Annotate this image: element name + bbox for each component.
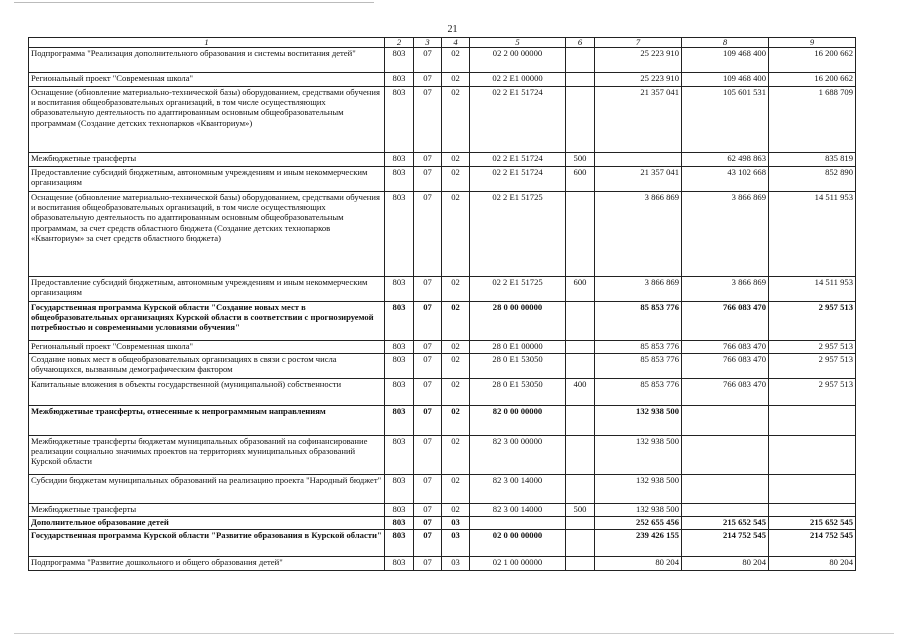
amount-year1-cell: 85 853 776 bbox=[595, 354, 682, 379]
section-code-cell: 07 bbox=[414, 87, 442, 153]
item-name-cell: Создание новых мест в общеобразовательных организациях в связи с ростом числа обучающихся, вызванным демографическим фактором bbox=[29, 354, 385, 379]
amount-year3-cell bbox=[769, 504, 856, 517]
amount-year3-cell bbox=[769, 406, 856, 436]
scan-top-edge-line bbox=[14, 2, 374, 3]
table-row bbox=[29, 379, 856, 406]
section-code-cell: 07 bbox=[414, 167, 442, 192]
item-name-cell: Межбюджетные трансферты bbox=[29, 504, 385, 517]
amount-year1-cell: 85 853 776 bbox=[595, 302, 682, 341]
expense-type-cell bbox=[566, 73, 595, 87]
expense-type-cell: 600 bbox=[566, 167, 595, 192]
section-code-cell: 07 bbox=[414, 379, 442, 406]
table-row bbox=[29, 436, 856, 475]
column-number-header-row bbox=[29, 38, 856, 48]
item-name-cell: Межбюджетные трансферты bbox=[29, 153, 385, 167]
amount-year2-cell: 766 083 470 bbox=[682, 302, 769, 341]
amount-year3-cell: 16 200 662 bbox=[769, 73, 856, 87]
section-code-cell: 07 bbox=[414, 475, 442, 504]
table-row bbox=[29, 48, 856, 73]
item-name-cell: Капитальные вложения в объекты государственной (муниципальной) собственности bbox=[29, 379, 385, 406]
expense-type-cell bbox=[566, 48, 595, 73]
subsection-code-cell: 02 bbox=[442, 87, 470, 153]
subsection-code-cell: 03 bbox=[442, 530, 470, 557]
amount-year3-cell: 80 204 bbox=[769, 557, 856, 571]
expense-type-cell bbox=[566, 192, 595, 277]
item-name-cell: Субсидии бюджетам муниципальных образований на реализацию проекта "Народный бюджет" bbox=[29, 475, 385, 504]
item-name-cell: Подпрограмма "Развитие дошкольного и общего образования детей" bbox=[29, 557, 385, 571]
amount-year1-cell: 252 655 456 bbox=[595, 517, 682, 530]
amount-year2-cell: 109 468 400 bbox=[682, 48, 769, 73]
ministry-code-cell: 803 bbox=[385, 87, 414, 153]
ministry-code-cell: 803 bbox=[385, 504, 414, 517]
section-code-cell: 07 bbox=[414, 302, 442, 341]
column-header-5: 5 bbox=[470, 38, 566, 48]
ministry-code-cell: 803 bbox=[385, 557, 414, 571]
item-name-cell: Предоставление субсидий бюджетным, автономным учреждениям и иным некоммерческим организациям bbox=[29, 277, 385, 302]
section-code-cell: 07 bbox=[414, 277, 442, 302]
subsection-code-cell: 02 bbox=[442, 167, 470, 192]
section-code-cell: 07 bbox=[414, 504, 442, 517]
amount-year2-cell: 105 601 531 bbox=[682, 87, 769, 153]
target-article-cell: 82 3 00 14000 bbox=[470, 475, 566, 504]
amount-year1-cell: 80 204 bbox=[595, 557, 682, 571]
section-code-cell: 07 bbox=[414, 153, 442, 167]
section-code-cell: 07 bbox=[414, 530, 442, 557]
subsection-code-cell: 02 bbox=[442, 436, 470, 475]
amount-year1-cell: 132 938 500 bbox=[595, 406, 682, 436]
amount-year2-cell: 62 498 863 bbox=[682, 153, 769, 167]
subsection-code-cell: 02 bbox=[442, 302, 470, 341]
ministry-code-cell: 803 bbox=[385, 341, 414, 354]
amount-year1-cell: 132 938 500 bbox=[595, 436, 682, 475]
ministry-code-cell: 803 bbox=[385, 153, 414, 167]
item-name-cell: Дополнительное образование детей bbox=[29, 517, 385, 530]
subsection-code-cell: 02 bbox=[442, 475, 470, 504]
table-row bbox=[29, 153, 856, 167]
ministry-code-cell: 803 bbox=[385, 302, 414, 341]
target-article-cell: 28 0 E1 53050 bbox=[470, 379, 566, 406]
item-name-cell: Подпрограмма "Реализация дополнительного образования и системы воспитания детей" bbox=[29, 48, 385, 73]
amount-year3-cell: 14 511 953 bbox=[769, 192, 856, 277]
expense-type-cell bbox=[566, 475, 595, 504]
ministry-code-cell: 803 bbox=[385, 277, 414, 302]
amount-year3-cell: 2 957 513 bbox=[769, 354, 856, 379]
table-row bbox=[29, 341, 856, 354]
amount-year3-cell: 2 957 513 bbox=[769, 379, 856, 406]
target-article-cell: 02 0 00 00000 bbox=[470, 530, 566, 557]
section-code-cell: 07 bbox=[414, 406, 442, 436]
amount-year1-cell: 239 426 155 bbox=[595, 530, 682, 557]
amount-year1-cell: 21 357 041 bbox=[595, 167, 682, 192]
amount-year1-cell: 132 938 500 bbox=[595, 475, 682, 504]
section-code-cell: 07 bbox=[414, 517, 442, 530]
expense-type-cell bbox=[566, 302, 595, 341]
amount-year3-cell: 14 511 953 bbox=[769, 277, 856, 302]
ministry-code-cell: 803 bbox=[385, 48, 414, 73]
target-article-cell: 82 3 00 14000 bbox=[470, 504, 566, 517]
target-article-cell: 02 2 E1 51724 bbox=[470, 167, 566, 192]
section-code-cell: 07 bbox=[414, 436, 442, 475]
subsection-code-cell: 02 bbox=[442, 277, 470, 302]
table-row bbox=[29, 557, 856, 571]
amount-year3-cell: 214 752 545 bbox=[769, 530, 856, 557]
section-code-cell: 07 bbox=[414, 48, 442, 73]
item-name-cell: Оснащение (обновление материально-технической базы) оборудованием, средствами обучения и воспитания общеобразовательных организаций, в том числе осуществляющих образовательную деятельность по адаптированным основным общеобразовательным программам (Создание детских технопарков «Кванториум») bbox=[29, 87, 385, 153]
expense-type-cell bbox=[566, 517, 595, 530]
expense-type-cell bbox=[566, 530, 595, 557]
ministry-code-cell: 803 bbox=[385, 517, 414, 530]
amount-year2-cell bbox=[682, 504, 769, 517]
amount-year2-cell: 766 083 470 bbox=[682, 354, 769, 379]
target-article-cell: 28 0 00 00000 bbox=[470, 302, 566, 341]
budget-table bbox=[28, 37, 856, 571]
expense-type-cell bbox=[566, 436, 595, 475]
page-number: 21 bbox=[447, 24, 458, 35]
amount-year1-cell: 3 866 869 bbox=[595, 277, 682, 302]
subsection-code-cell: 02 bbox=[442, 354, 470, 379]
table-row bbox=[29, 302, 856, 341]
amount-year2-cell: 766 083 470 bbox=[682, 341, 769, 354]
ministry-code-cell: 803 bbox=[385, 530, 414, 557]
subsection-code-cell: 02 bbox=[442, 48, 470, 73]
item-name-cell: Региональный проект "Современная школа" bbox=[29, 73, 385, 87]
subsection-code-cell: 02 bbox=[442, 379, 470, 406]
amount-year3-cell: 852 890 bbox=[769, 167, 856, 192]
amount-year2-cell bbox=[682, 436, 769, 475]
amount-year1-cell: 85 853 776 bbox=[595, 341, 682, 354]
target-article-cell: 82 3 00 00000 bbox=[470, 436, 566, 475]
item-name-cell: Региональный проект "Современная школа" bbox=[29, 341, 385, 354]
section-code-cell: 07 bbox=[414, 557, 442, 571]
target-article-cell: 82 0 00 00000 bbox=[470, 406, 566, 436]
item-name-cell: Межбюджетные трансферты, отнесенные к непрограммным направлениям bbox=[29, 406, 385, 436]
ministry-code-cell: 803 bbox=[385, 436, 414, 475]
column-header-3: 3 bbox=[414, 38, 442, 48]
amount-year3-cell bbox=[769, 436, 856, 475]
section-code-cell: 07 bbox=[414, 192, 442, 277]
ministry-code-cell: 803 bbox=[385, 379, 414, 406]
amount-year2-cell: 3 866 869 bbox=[682, 192, 769, 277]
amount-year2-cell: 80 204 bbox=[682, 557, 769, 571]
table-row bbox=[29, 517, 856, 530]
ministry-code-cell: 803 bbox=[385, 167, 414, 192]
scan-bottom-edge-line bbox=[14, 633, 894, 634]
column-header-2: 2 bbox=[385, 38, 414, 48]
expense-type-cell bbox=[566, 87, 595, 153]
table-row bbox=[29, 192, 856, 277]
table-row bbox=[29, 354, 856, 379]
amount-year2-cell bbox=[682, 475, 769, 504]
item-name-cell: Межбюджетные трансферты бюджетам муниципальных образований на софинансирование реализации социально значимых проектов на территориях муниципальных образований Курской области bbox=[29, 436, 385, 475]
amount-year2-cell: 109 468 400 bbox=[682, 73, 769, 87]
table-row bbox=[29, 87, 856, 153]
target-article-cell: 02 2 E1 00000 bbox=[470, 73, 566, 87]
amount-year3-cell: 2 957 513 bbox=[769, 341, 856, 354]
column-header-6: 6 bbox=[566, 38, 595, 48]
amount-year1-cell: 85 853 776 bbox=[595, 379, 682, 406]
section-code-cell: 07 bbox=[414, 73, 442, 87]
target-article-cell: 28 0 E1 00000 bbox=[470, 341, 566, 354]
amount-year3-cell bbox=[769, 475, 856, 504]
subsection-code-cell: 02 bbox=[442, 406, 470, 436]
amount-year3-cell: 2 957 513 bbox=[769, 302, 856, 341]
item-name-cell: Предоставление субсидий бюджетным, автономным учреждениям и иным некоммерческим организациям bbox=[29, 167, 385, 192]
expense-type-cell: 500 bbox=[566, 504, 595, 517]
expense-type-cell bbox=[566, 557, 595, 571]
column-header-1: 1 bbox=[29, 38, 385, 48]
amount-year1-cell: 3 866 869 bbox=[595, 192, 682, 277]
target-article-cell: 02 2 E1 51724 bbox=[470, 153, 566, 167]
subsection-code-cell: 02 bbox=[442, 192, 470, 277]
item-name-cell: Государственная программа Курской области "Создание новых мест в общеобразовательных организациях Курской области в соответствии с прогнозируемой потребностью и современными условиями обучения" bbox=[29, 302, 385, 341]
ministry-code-cell: 803 bbox=[385, 354, 414, 379]
ministry-code-cell: 803 bbox=[385, 73, 414, 87]
expense-type-cell: 600 bbox=[566, 277, 595, 302]
amount-year2-cell: 215 652 545 bbox=[682, 517, 769, 530]
column-header-9: 9 bbox=[769, 38, 856, 48]
target-article-cell: 02 2 E1 51725 bbox=[470, 192, 566, 277]
target-article-cell: 02 1 00 00000 bbox=[470, 557, 566, 571]
expense-type-cell: 500 bbox=[566, 153, 595, 167]
section-code-cell: 07 bbox=[414, 354, 442, 379]
table-row bbox=[29, 167, 856, 192]
amount-year2-cell: 3 866 869 bbox=[682, 277, 769, 302]
target-article-cell: 02 2 E1 51725 bbox=[470, 277, 566, 302]
amount-year1-cell: 25 223 910 bbox=[595, 73, 682, 87]
subsection-code-cell: 03 bbox=[442, 557, 470, 571]
amount-year2-cell: 214 752 545 bbox=[682, 530, 769, 557]
amount-year3-cell: 16 200 662 bbox=[769, 48, 856, 73]
table-row bbox=[29, 475, 856, 504]
subsection-code-cell: 02 bbox=[442, 504, 470, 517]
table-row bbox=[29, 406, 856, 436]
table-row bbox=[29, 73, 856, 87]
amount-year3-cell: 1 688 709 bbox=[769, 87, 856, 153]
expense-type-cell bbox=[566, 354, 595, 379]
target-article-cell: 02 2 00 00000 bbox=[470, 48, 566, 73]
section-code-cell: 07 bbox=[414, 341, 442, 354]
column-header-4: 4 bbox=[442, 38, 470, 48]
subsection-code-cell: 03 bbox=[442, 517, 470, 530]
budget-table-body bbox=[29, 38, 856, 571]
column-header-7: 7 bbox=[595, 38, 682, 48]
ministry-code-cell: 803 bbox=[385, 406, 414, 436]
expense-type-cell bbox=[566, 341, 595, 354]
amount-year3-cell: 215 652 545 bbox=[769, 517, 856, 530]
amount-year1-cell bbox=[595, 153, 682, 167]
amount-year3-cell: 835 819 bbox=[769, 153, 856, 167]
expense-type-cell bbox=[566, 406, 595, 436]
item-name-cell: Оснащение (обновление материально-технической базы) оборудованием, средствами обучения и воспитания общеобразовательных организаций, в том числе осуществляющих образовательную деятельность по адаптированным основным общеобразовательным программам, за счет средств областного бюджета (Создание детских технопарков «Кванториум» за счет средств областного бюджета) bbox=[29, 192, 385, 277]
subsection-code-cell: 02 bbox=[442, 73, 470, 87]
table-row bbox=[29, 277, 856, 302]
amount-year2-cell: 43 102 668 bbox=[682, 167, 769, 192]
target-article-cell: 02 2 E1 51724 bbox=[470, 87, 566, 153]
subsection-code-cell: 02 bbox=[442, 153, 470, 167]
target-article-cell: 28 0 E1 53050 bbox=[470, 354, 566, 379]
table-row bbox=[29, 530, 856, 557]
expense-type-cell: 400 bbox=[566, 379, 595, 406]
column-header-8: 8 bbox=[682, 38, 769, 48]
amount-year2-cell bbox=[682, 406, 769, 436]
ministry-code-cell: 803 bbox=[385, 192, 414, 277]
subsection-code-cell: 02 bbox=[442, 341, 470, 354]
target-article-cell bbox=[470, 517, 566, 530]
amount-year1-cell: 25 223 910 bbox=[595, 48, 682, 73]
ministry-code-cell: 803 bbox=[385, 475, 414, 504]
amount-year1-cell: 132 938 500 bbox=[595, 504, 682, 517]
amount-year2-cell: 766 083 470 bbox=[682, 379, 769, 406]
amount-year1-cell: 21 357 041 bbox=[595, 87, 682, 153]
item-name-cell: Государственная программа Курской области "Развитие образования в Курской области" bbox=[29, 530, 385, 557]
table-row bbox=[29, 504, 856, 517]
